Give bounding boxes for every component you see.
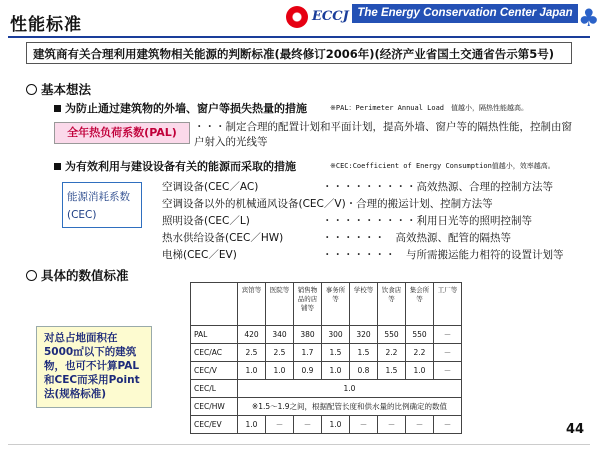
eccj-logo-icon [286,6,308,28]
table-cell: 1.0 [406,362,434,380]
table-cell: － [266,416,294,434]
org-banner: The Energy Conservation Center Japan [352,4,578,23]
table-corner [191,283,238,326]
table-cell: － [434,344,462,362]
table-row [191,344,462,362]
table-cell: 0.8 [350,362,378,380]
table-cell: 2.5 [266,344,294,362]
row-label: CEC/EV [191,416,238,434]
clover-icon: ♣ [578,4,600,32]
basic-heading [26,80,91,98]
table-cell: 1.5 [322,344,350,362]
specific-heading [26,266,129,284]
row-label: CEC/HW [191,398,238,416]
item2-note: ※CEC:Coefficient of Energy Consumption值越小，效率越高。 [330,162,555,170]
row-label: PAL [191,326,238,344]
table-cell: 1.0 [266,362,294,380]
table-cell: 550 [378,326,406,344]
pal-box: 全年热负荷系数(PAL) [54,122,190,144]
column-header: 学校等 [350,283,378,326]
table-cell: 550 [406,326,434,344]
table-cell: 1.0 [322,362,350,380]
cec-row-value: ・・・・・・ 高效热源、配管的隔热等 [322,232,511,244]
point-method-note: 对总占地面积在5000㎡以下的建筑物，也可不计算PAL和CEC而采用Point法(规格标准) [36,326,152,408]
row-label: CEC/AC [191,344,238,362]
table-cell: 340 [266,326,294,344]
table-cell: － [434,326,462,344]
table-cell: － [378,416,406,434]
page-number: 44 [566,422,585,437]
item1-label: 为防止通过建筑物的外墙、窗户等损失热量的措施 [65,102,307,115]
table-cell: 0.9 [294,362,322,380]
table-row [191,416,462,434]
subtitle-box: 建筑商有关合理利用建筑物相关能源的判断标准(最终修订2006年)(经济产业省国土交通省告示第5号) [26,42,572,64]
table-cell: 300 [322,326,350,344]
cec-row-key: 照明设备(CEC／L) [162,215,250,227]
table-cell: 1.5 [350,344,378,362]
cec-row-key: 空调设备(CEC／AC) [162,181,259,193]
column-header: 集会所等 [406,283,434,326]
table-cell: 1.0 [238,362,266,380]
table-cell: － [294,416,322,434]
cec-row [162,179,564,196]
logo-text: ECCJ [312,9,349,24]
table-cell: 320 [350,326,378,344]
cec-row [162,196,564,213]
item2-label: 为有效利用与建设设备有关的能源而采取的措施 [65,160,296,173]
table-cell: － [434,362,462,380]
cec-box-line2: (CEC) [67,209,97,221]
table-header-row [191,283,462,326]
table-cell: 2.5 [238,344,266,362]
standards-table [190,282,462,434]
table-cell: 2.2 [406,344,434,362]
table-cell: － [350,416,378,434]
cec-row [162,230,564,247]
cec-box [62,182,142,228]
item1 [54,100,307,116]
page-title: 性能标准 [10,15,82,35]
title-divider [8,36,590,38]
table-span-cell: ※1.5～1.9之间，根据配管长度和供水量的比例确定的数值 [238,398,462,416]
circle-bullet-icon [26,84,37,95]
table-cell: － [406,416,434,434]
table-cell: 1.7 [294,344,322,362]
column-header: 饮食店等 [378,283,406,326]
square-bullet-icon [54,163,61,170]
table-cell: 1.5 [378,362,406,380]
basic-heading-text: 基本想法 [41,82,92,97]
cec-row-value: ・・・・・・・・・利用日光等的照明控制等 [322,215,532,227]
cec-row-value: ・・・・・・・・・高效热源、合理的控制方法等 [322,181,553,193]
pal-description: ・・・制定合理的配置计划和平面计划，提高外墙、窗户等的隔热性能，控制由窗户射入的光线等 [194,121,572,148]
item2 [54,158,296,174]
table-row [191,398,462,416]
table-cell: 1.0 [322,416,350,434]
item1-note: ※PAL：Perimeter Annual Load 值越小，隔热性能越高。 [330,104,529,112]
cec-row-key: 电梯(CEC／EV) [162,249,237,261]
table-row [191,380,462,398]
table-cell: 2.2 [378,344,406,362]
table-row [191,362,462,380]
cec-row-value: ・・・・・・・ 与所需搬运能力相符的设置计划等 [322,249,564,261]
column-header: 宾馆等 [238,283,266,326]
circle-bullet-icon [26,270,37,281]
cec-row-key: 热水供给设备(CEC／HW) [162,232,284,244]
cec-row-key: 空调设备以外的机械通风设备(CEC／V) [162,198,346,210]
cec-rows [162,179,564,264]
square-bullet-icon [54,105,61,112]
row-label: CEC/V [191,362,238,380]
table-cell: 1.0 [238,416,266,434]
column-header: 事务所等 [322,283,350,326]
cec-row [162,247,564,264]
footer-divider [8,444,590,445]
table-cell: － [434,416,462,434]
table-span-cell: 1.0 [238,380,462,398]
table-row [191,326,462,344]
cec-row-value: ・合理的搬运计划、控制方法等 [345,198,493,210]
column-header: 医院等 [266,283,294,326]
specific-heading-text: 具体的数值标准 [41,268,129,283]
table-cell: 420 [238,326,266,344]
column-header: 销售物品的店铺等 [294,283,322,326]
row-label: CEC/L [191,380,238,398]
cec-row [162,213,564,230]
table-cell: 380 [294,326,322,344]
column-header: 工厂等 [434,283,462,326]
cec-box-line1: 能源消耗系数 [67,191,130,203]
